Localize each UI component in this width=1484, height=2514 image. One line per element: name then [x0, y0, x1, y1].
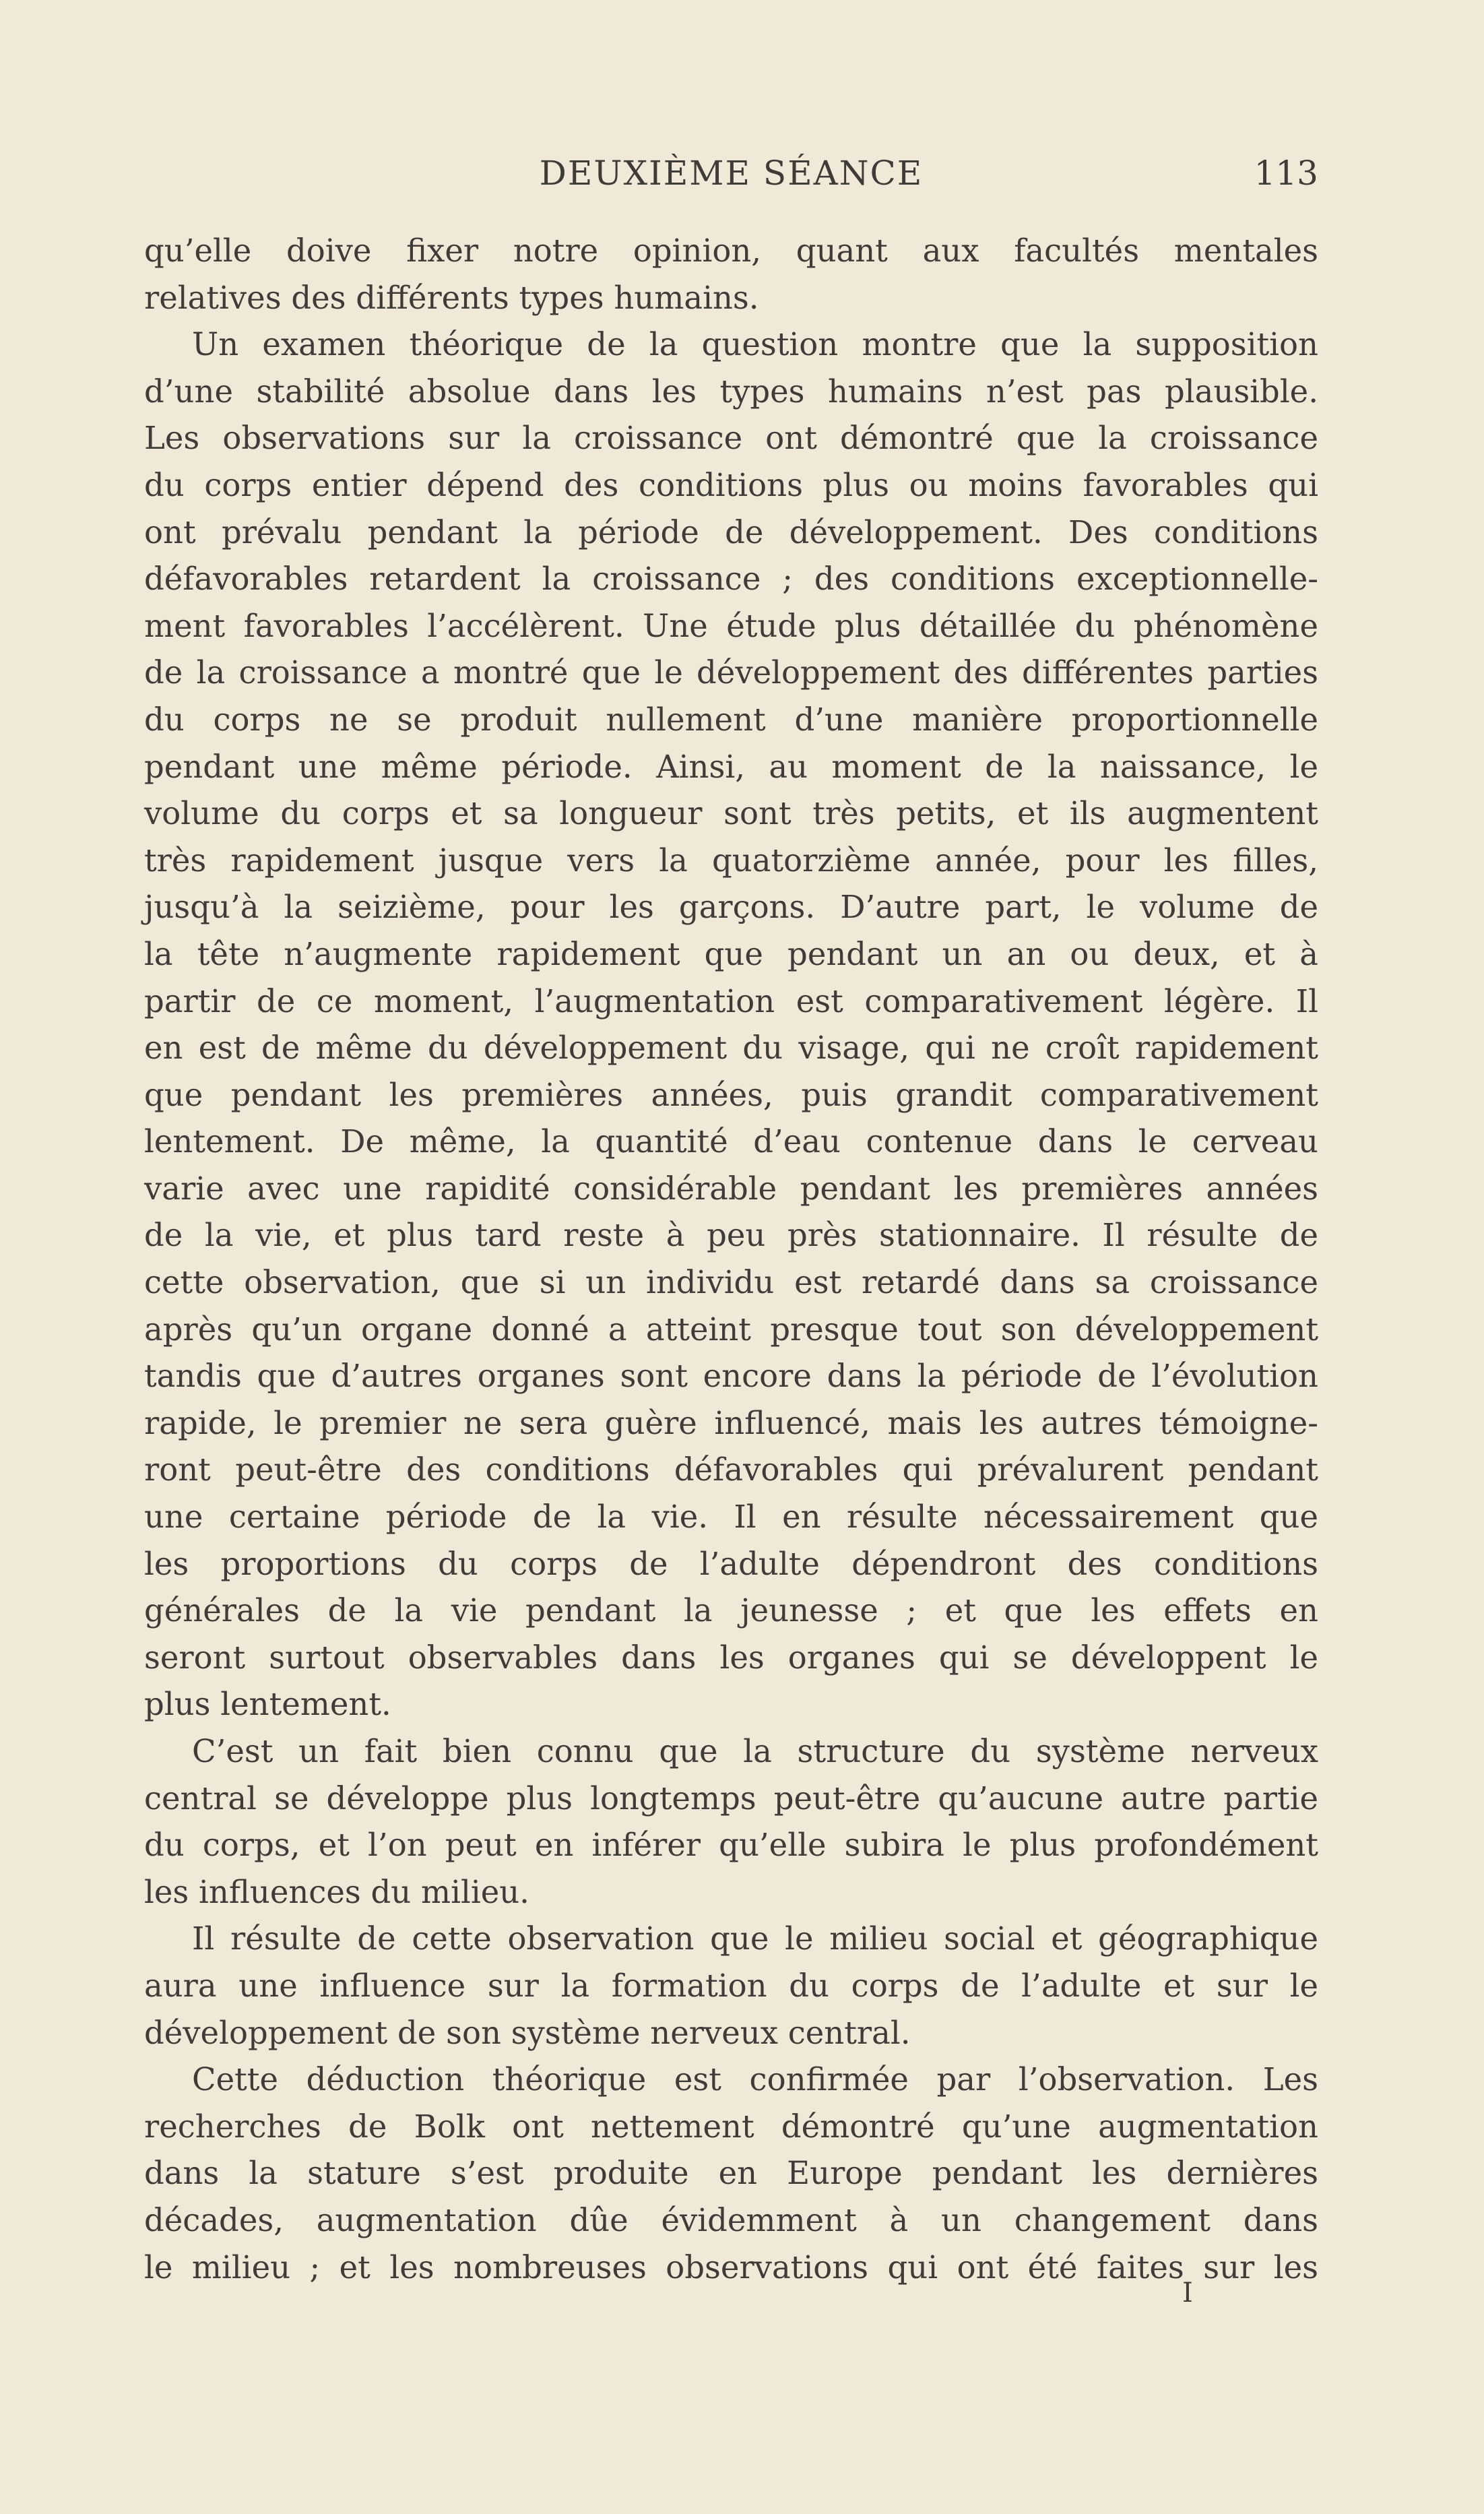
text-line: après qu’un organe donné a atteint presque tout son développement — [144, 1311, 1318, 1348]
signature-mark: I — [1182, 2277, 1193, 2308]
text-line: seront surtout observables dans les organes qui se développent le — [144, 1639, 1318, 1676]
text-line: rapide, le premier ne sera guère influencé, mais les autres témoigne- — [144, 1404, 1318, 1441]
text-line: plus lentement. — [144, 1686, 391, 1723]
text-line: les influences du milieu. — [144, 1873, 529, 1910]
text-line: cette observation, que si un individu est retardé dans sa croissance — [144, 1264, 1318, 1301]
body-text — [144, 228, 1318, 2291]
text-line: volume du corps et sa longueur sont très petits, et ils augmentent — [144, 795, 1318, 832]
text-line: Les observations sur la croissance ont démontré que la croissance — [144, 420, 1318, 457]
text-line: de la croissance a montré que le développement des différentes parties — [144, 654, 1318, 691]
text-line: partir de ce moment, l’augmentation est comparativement légère. Il — [144, 982, 1318, 1019]
paragraph — [144, 1916, 1318, 2056]
text-line: Il résulte de cette observation que le milieu social et géographique — [192, 1920, 1318, 1957]
text-line: du corps ne se produit nullement d’une manière proportionnelle — [144, 701, 1318, 738]
text-line: le milieu ; et les nombreuses observations qui ont été faites sur les — [144, 2249, 1318, 2286]
text-line: C’est un fait bien connu que la structure du système nerveux — [192, 1733, 1318, 1769]
running-head — [144, 154, 1318, 201]
paragraph — [144, 1728, 1318, 1916]
paragraph — [144, 228, 1318, 321]
text-line: décades, augmentation dûe évidemment à un changement dans — [144, 2201, 1318, 2238]
text-line: de la vie, et plus tard reste à peu près stationnaire. Il résulte de — [144, 1217, 1318, 1254]
text-line: en est de même du développement du visage, qui ne croît rapidement — [144, 1030, 1318, 1067]
paragraph — [144, 321, 1318, 1728]
text-line: aura une influence sur la formation du corps de l’adulte et sur le — [144, 1967, 1318, 2004]
text-line: une certaine période de la vie. Il en résulte nécessairement que — [144, 1499, 1318, 1536]
text-line: qu’elle doive fixer notre opinion, quant aux facultés mentales — [144, 232, 1318, 269]
text-line: tandis que d’autres organes sont encore dans la période de l’évolution — [144, 1358, 1318, 1395]
text-line: très rapidement jusque vers la quatorzième année, pour les filles, — [144, 842, 1318, 879]
text-line: ment favorables l’accélèrent. Une étude plus détaillée du phénomène — [144, 607, 1318, 644]
text-line: du corps entier dépend des conditions plus ou moins favorables qui — [144, 466, 1318, 503]
text-line: central se développe plus longtemps peut-être qu’aucune autre partie — [144, 1780, 1318, 1817]
running-head-title: DEUXIÈME SÉANCE — [539, 154, 924, 193]
text-line: ront peut-être des conditions défavorables qui prévalurent pendant — [144, 1451, 1318, 1488]
text-line: générales de la vie pendant la jeunesse ; et que les effets en — [144, 1592, 1318, 1629]
text-line: Un examen théorique de la question montre que la supposition — [192, 326, 1318, 363]
text-line: du corps, et l’on peut en inférer qu’elle subira le plus profondément — [144, 1827, 1318, 1864]
text-line: lentement. De même, la quantité d’eau contenue dans le cerveau — [144, 1123, 1318, 1160]
text-line: ont prévalu pendant la période de développement. Des conditions — [144, 513, 1318, 551]
text-line: recherches de Bolk ont nettement démontré qu’une augmentation — [144, 2108, 1318, 2145]
text-line: la tête n’augmente rapidement que pendant un an ou deux, et à — [144, 935, 1318, 972]
text-line: jusqu’à la seizième, pour les garçons. D’autre part, le volume de — [144, 889, 1318, 926]
text-line: défavorables retardent la croissance ; des conditions exceptionnelle- — [144, 561, 1318, 598]
text-line: relatives des différents types humains. — [144, 279, 759, 316]
text-line: Cette déduction théorique est confirmée par l’observation. Les — [192, 2061, 1318, 2098]
text-line: varie avec une rapidité considérable pendant les premières années — [144, 1170, 1318, 1207]
text-line: d’une stabilité absolue dans les types humains n’est pas plausible. — [144, 373, 1318, 410]
page-number: 113 — [1254, 154, 1318, 193]
paragraph — [144, 2056, 1318, 2291]
text-line: les proportions du corps de l’adulte dépendront des conditions — [144, 1545, 1318, 1582]
text-line: développement de son système nerveux central. — [144, 2014, 911, 2051]
text-line: que pendant les premières années, puis grandit comparativement — [144, 1076, 1318, 1113]
text-line: dans la stature s’est produite en Europe pendant les dernières — [144, 2155, 1318, 2192]
text-line: pendant une même période. Ainsi, au moment de la naissance, le — [144, 748, 1318, 785]
